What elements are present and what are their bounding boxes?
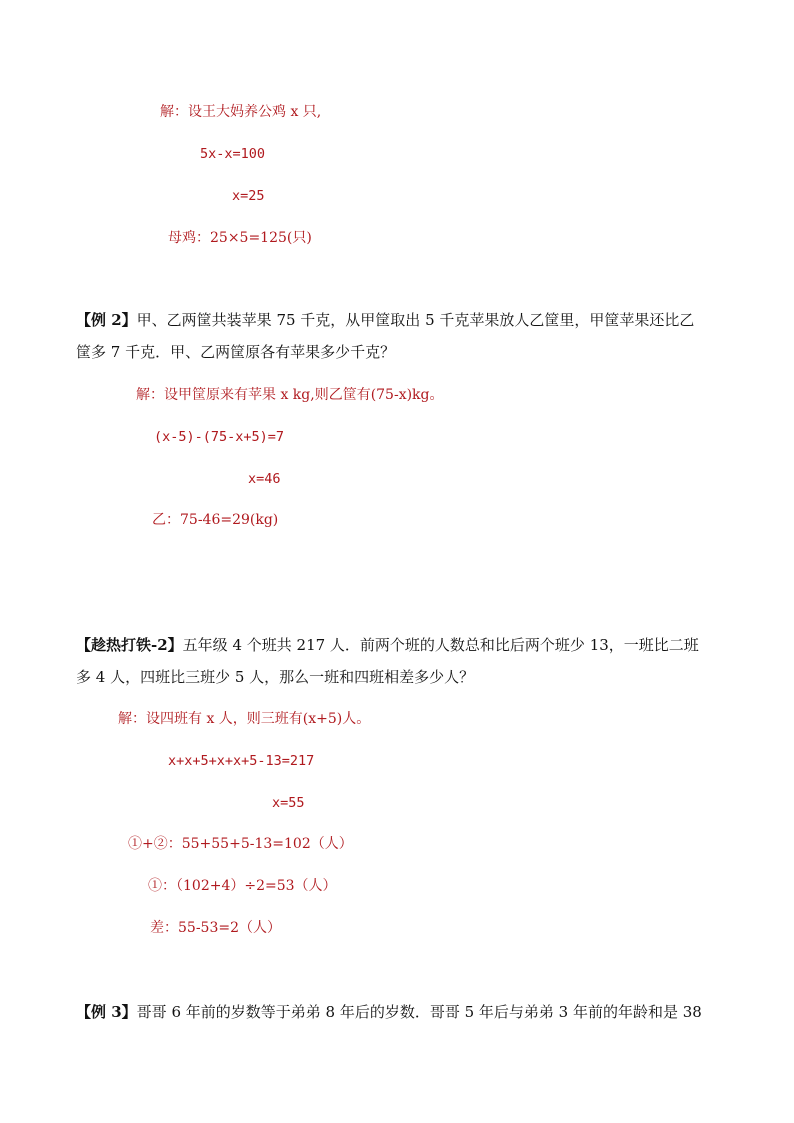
problem-text-line1: 哥哥 6 年前的岁数等于弟弟 8 年后的岁数．哥哥 5 年后与弟弟 3 年前的年龄和是 38 (136, 1003, 702, 1021)
problem-text-line2: 筐多 7 千克．甲、乙两筐原各有苹果多少千克？ (76, 343, 396, 361)
problem-text (76, 1002, 702, 1022)
problem-text-line1: 五年级 4 个班共 217 人．前两个班的人数总和比后两个班少 13，一班比二班 (182, 636, 699, 654)
problem-text-line2: 多 4 人，四班比三班少 5 人，那么一班和四班相差多少人？ (76, 668, 475, 686)
problem-text (76, 310, 694, 330)
practice-tag: 【趁热打铁-2】 (76, 636, 183, 654)
problem-text (76, 635, 699, 655)
solution-label: 解：设王大妈养公鸡 x 只, (160, 104, 322, 120)
step-line: 差：55-53=2（人） (150, 920, 281, 936)
step-line: ①：（102+4）÷2=53（人） (148, 878, 337, 894)
answer-line: 乙：75-46=29(kg) (152, 512, 279, 528)
equation: 5x-x=100 (200, 146, 266, 162)
solution-label: 解：设甲筐原来有苹果 x kg,则乙筐有(75-x)kg。 (136, 387, 444, 403)
equation-result: x=25 (232, 188, 265, 204)
answer-line: 母鸡：25×5=125(只) (168, 230, 312, 246)
problem-text-line1: 甲、乙两筐共装苹果 75 千克，从甲筐取出 5 千克苹果放人乙筐里，甲筐苹果还比乙 (136, 311, 695, 329)
solution-label: 解：设四班有 x 人，则三班有(x+5)人。 (118, 711, 371, 727)
equation-result: x=46 (248, 471, 281, 487)
example-tag: 【例 3】 (76, 1003, 137, 1021)
equation-result: x=55 (272, 795, 305, 811)
equation: x+x+5+x+x+5-13=217 (168, 753, 315, 769)
example-tag: 【例 2】 (76, 311, 137, 329)
equation: (x-5)-(75-x+5)=7 (154, 429, 285, 445)
step-line: ①+②：55+55+5-13=102（人） (128, 836, 353, 852)
